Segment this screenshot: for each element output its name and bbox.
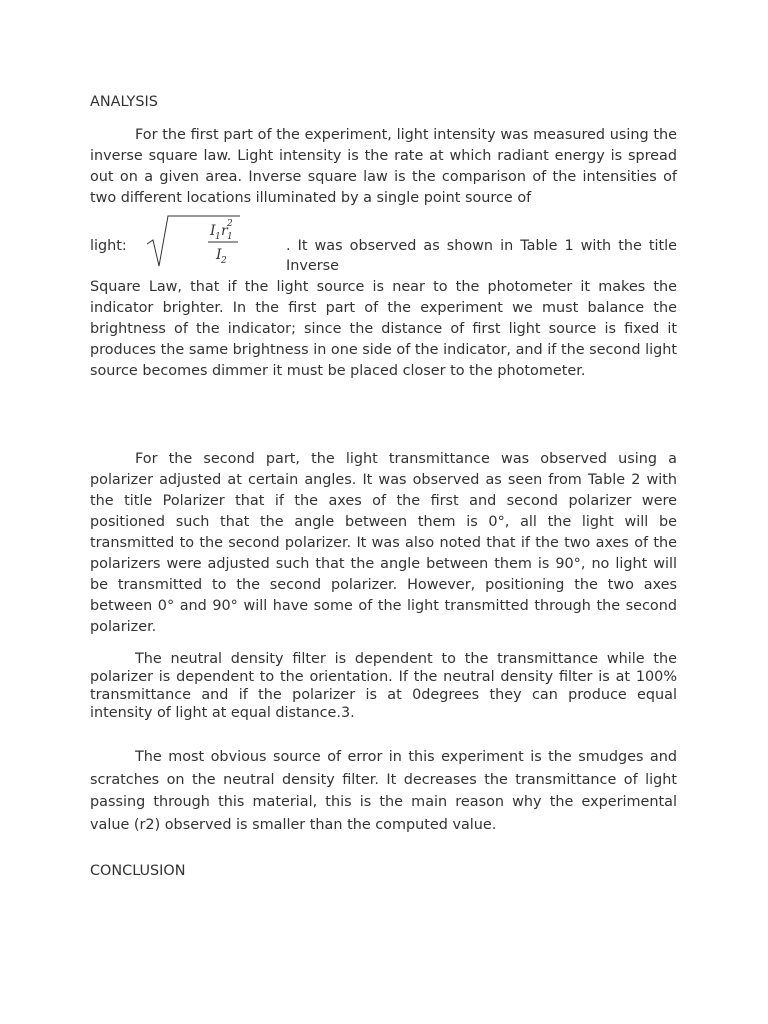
svg-text:1: 1 xyxy=(227,232,233,242)
svg-text:1: 1 xyxy=(215,232,221,242)
paragraph-neutral-density: The neutral density filter is dependent to the transmittance while the polarizer is dependent to the orientation. If the neutral density filter is at 100% transmittance and if the polarizer is at 0degrees they can produce equal intensity of light at equal distance.3. xyxy=(90,651,677,721)
inverse-square-formula xyxy=(144,214,280,270)
analysis-heading: ANALYSIS xyxy=(90,94,158,110)
svg-text:I: I xyxy=(210,223,216,239)
paragraph-inverse-square-continued: Square Law, that if the light source is near to the photometer it makes the indicator brighter. In the first part of the experiment we must balance the brightness of the indicator; since the distance of first light source is fixed it produces the same brightness in one side of the indicator, and if the second light source becomes dimmer it must be placed closer to the photometer. xyxy=(90,279,677,379)
formula-tail-text: . It was observed as shown in Table 1 with the title Inverse xyxy=(286,238,677,274)
svg-text:2: 2 xyxy=(227,219,233,229)
paragraph-inverse-square-intro: For the first part of the experiment, light intensity was measured using the inverse square law. Light intensity is the rate at which radiant energy is spread out on a given area. Inverse square law is the comparison of the intensities of two different locations illuminated by a single point source of xyxy=(90,127,677,206)
paragraph-polarizer: For the second part, the light transmittance was observed using a polarizer adjusted at certain angles. It was observed as seen from Table 2 with the title Polarizer that if the axes of the first and second polarizer were positioned such that the angle between them is 0°, all the light will be transmitted to the second polarizer. It was also noted that if the two axes of the polarizers were adjusted such that the angle between them is 90°, no light will be transmitted to the second polarizer. However, positioning the two axes between 0° and 90° will have some of the light transmitted through the second polarizer. xyxy=(90,451,677,635)
svg-text:r: r xyxy=(221,223,228,239)
formula-graphic xyxy=(144,214,280,270)
svg-text:I: I xyxy=(216,247,222,263)
formula-line xyxy=(90,212,677,274)
svg-text:2: 2 xyxy=(221,256,227,266)
conclusion-heading: CONCLUSION xyxy=(90,863,186,879)
paragraph-error-source: The most obvious source of error in this experiment is the smudges and scratches on the neutral density filter. It decreases the transmittance of light passing through this material, this is the main reason why the experimental value (r2) observed is smaller than the computed value. xyxy=(90,749,677,833)
formula-lead-text: light: xyxy=(90,238,127,254)
